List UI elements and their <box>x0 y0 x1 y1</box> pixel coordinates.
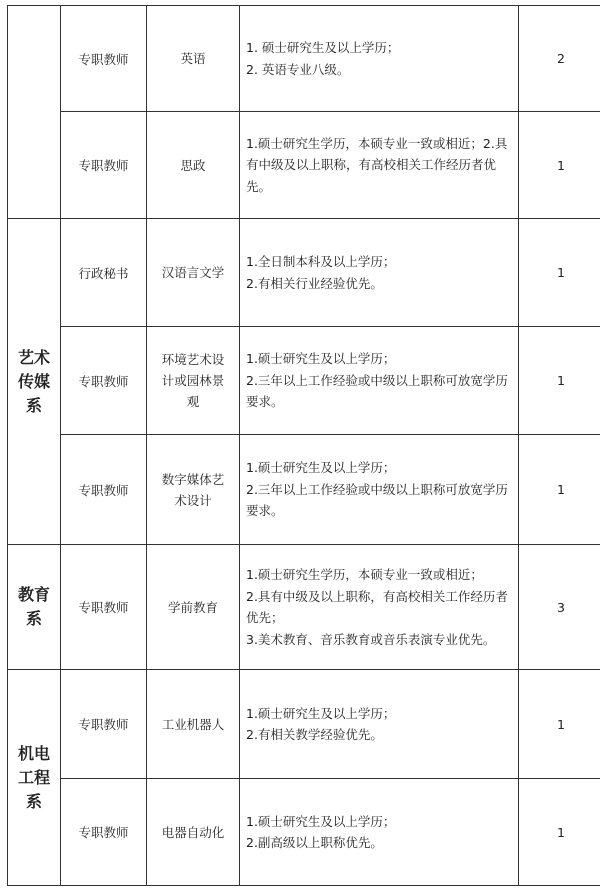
requirement-line: 1.硕士研究生及以上学历； <box>246 705 396 721</box>
post-cell: 专职教师 <box>61 779 147 886</box>
count-cell: 1 <box>519 435 600 545</box>
requirement-line: 1. 硕士研究生及以上学历； <box>246 40 400 55</box>
table-row <box>8 779 600 886</box>
requirement-line: 2.三年以上工作经验或中级以上职称可放宽学历要求。 <box>246 372 508 410</box>
table-row <box>8 112 600 219</box>
requirements-cell <box>240 6 519 112</box>
major-cell: 工业机器人 <box>147 670 240 779</box>
department-name: 艺术传媒系 <box>17 347 50 415</box>
requirements-cell <box>240 670 519 779</box>
requirement-line: 2.有相关教学经验优先。 <box>246 727 383 742</box>
table-row <box>8 6 600 112</box>
requirements-cell <box>240 545 519 670</box>
post-cell: 专职教师 <box>61 435 147 545</box>
department-cell <box>8 6 61 219</box>
post-cell: 行政秘书 <box>61 219 147 327</box>
post-cell: 专职教师 <box>61 6 147 112</box>
post-cell: 专职教师 <box>61 112 147 219</box>
post-cell: 专职教师 <box>61 670 147 779</box>
count-cell: 3 <box>519 545 600 670</box>
recruitment-table <box>7 5 600 886</box>
table-row <box>8 670 600 779</box>
table-row <box>8 435 600 545</box>
count-cell: 2 <box>519 6 600 112</box>
requirement-line: 1.全日制本科及以上学历； <box>246 254 396 269</box>
table-row <box>8 219 600 327</box>
table-row <box>8 545 600 670</box>
major-cell: 电器自动化 <box>147 779 240 886</box>
requirement-line: 2.副高级以上职称优先。 <box>246 835 383 850</box>
requirement-line: 3.美术教育、音乐教育或音乐表演专业优先。 <box>246 631 496 647</box>
post-cell: 专职教师 <box>61 327 147 435</box>
department-name: 教育系 <box>17 585 50 628</box>
department-cell <box>8 545 61 670</box>
major-cell: 数字媒体艺术设计 <box>147 435 240 545</box>
requirement-line: 1.硕士研究生及以上学历； <box>246 813 396 829</box>
major-cell: 环境艺术设计或园林景观 <box>147 327 240 435</box>
requirement-line: 2.三年以上工作经验或中级以上职称可放宽学历要求。 <box>246 481 508 519</box>
count-cell: 1 <box>519 219 600 327</box>
requirements-cell <box>240 435 519 545</box>
department-cell <box>8 670 61 886</box>
requirements-cell <box>240 327 519 435</box>
requirement-line: 1.硕士研究生学历，本硕专业一致或相近；2.具有中级及以上职称，有高校相关工作经历者优先。 <box>246 135 508 194</box>
department-cell <box>8 219 61 545</box>
count-cell: 1 <box>519 327 600 435</box>
major-cell: 英语 <box>147 6 240 112</box>
department-name: 机电工程系 <box>17 743 50 811</box>
requirements-cell <box>240 219 519 327</box>
major-cell: 学前教育 <box>147 545 240 670</box>
major-cell: 思政 <box>147 112 240 219</box>
requirement-line: 2.有相关行业经验优先。 <box>246 275 383 291</box>
count-cell: 1 <box>519 779 600 886</box>
count-cell: 1 <box>519 112 600 219</box>
requirement-line: 1.硕士研究生及以上学历； <box>246 460 396 476</box>
requirement-line: 2. 英语专业八级。 <box>246 61 350 77</box>
requirement-line: 1.硕士研究生及以上学历； <box>246 351 396 367</box>
major-cell: 汉语言文学 <box>147 219 240 327</box>
post-cell: 专职教师 <box>61 545 147 670</box>
requirements-cell <box>240 779 519 886</box>
table-row <box>8 327 600 435</box>
requirement-line: 1.硕士研究生学历，本硕专业一致或相近； <box>246 567 483 582</box>
requirement-line: 2.具有中级及以上职称，有高校相关工作经历者优先； <box>246 588 508 625</box>
requirements-cell <box>240 112 519 219</box>
count-cell: 1 <box>519 670 600 779</box>
